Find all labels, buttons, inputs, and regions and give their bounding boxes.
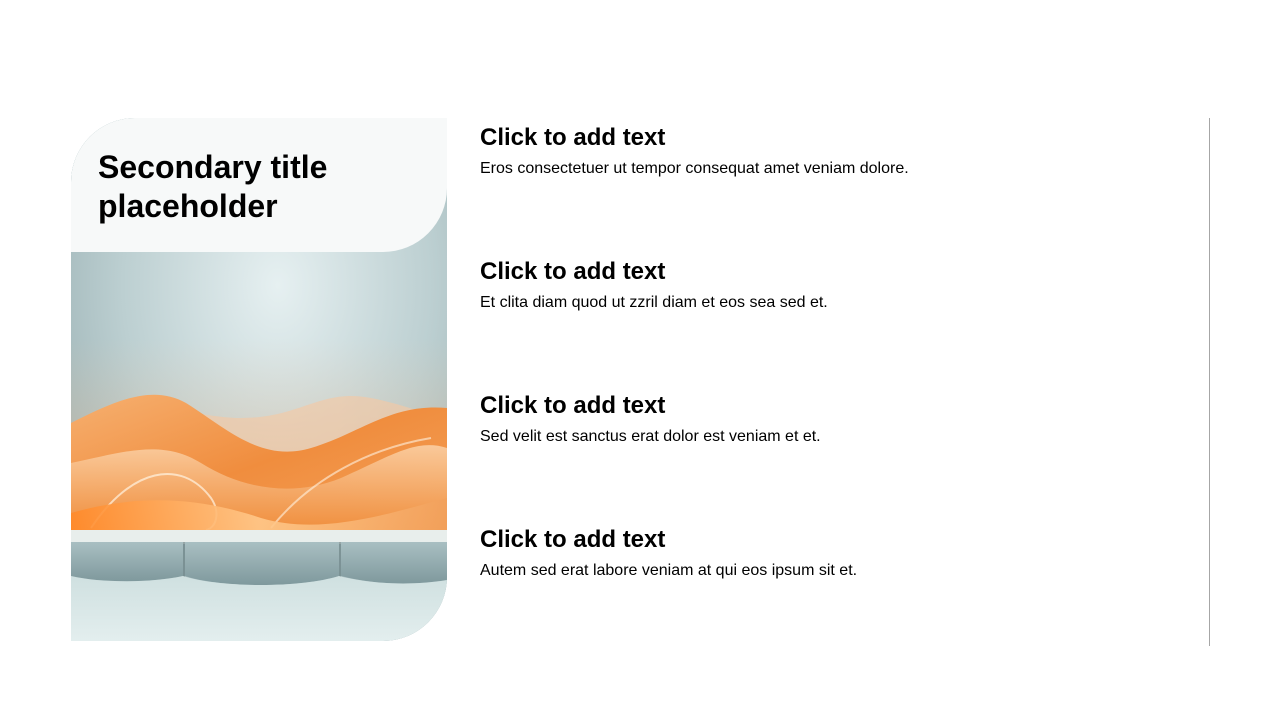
item-heading[interactable]: Click to add text	[480, 258, 666, 285]
list-item[interactable]	[480, 258, 1180, 313]
item-heading[interactable]: Click to add text	[480, 392, 666, 419]
list-item[interactable]	[480, 392, 1180, 447]
item-heading[interactable]: Click to add text	[480, 526, 666, 553]
item-body[interactable]: Autem sed erat labore veniam at qui eos ipsum sit et.	[480, 562, 858, 579]
list-item[interactable]	[480, 124, 1180, 179]
item-heading[interactable]: Click to add text	[480, 124, 666, 151]
title-box[interactable]	[71, 118, 447, 252]
item-body[interactable]: Sed velit est sanctus erat dolor est veniam et et.	[480, 428, 821, 445]
list-item[interactable]	[480, 526, 1180, 581]
secondary-title[interactable]: Secondary title placeholder	[98, 149, 328, 224]
image-placeholder[interactable]	[71, 118, 447, 641]
item-body[interactable]: Et clita diam quod ut zzril diam et eos sea sed et.	[480, 294, 828, 311]
vertical-divider	[1209, 118, 1210, 646]
item-body[interactable]: Eros consectetuer ut tempor consequat amet veniam dolore.	[480, 160, 909, 177]
